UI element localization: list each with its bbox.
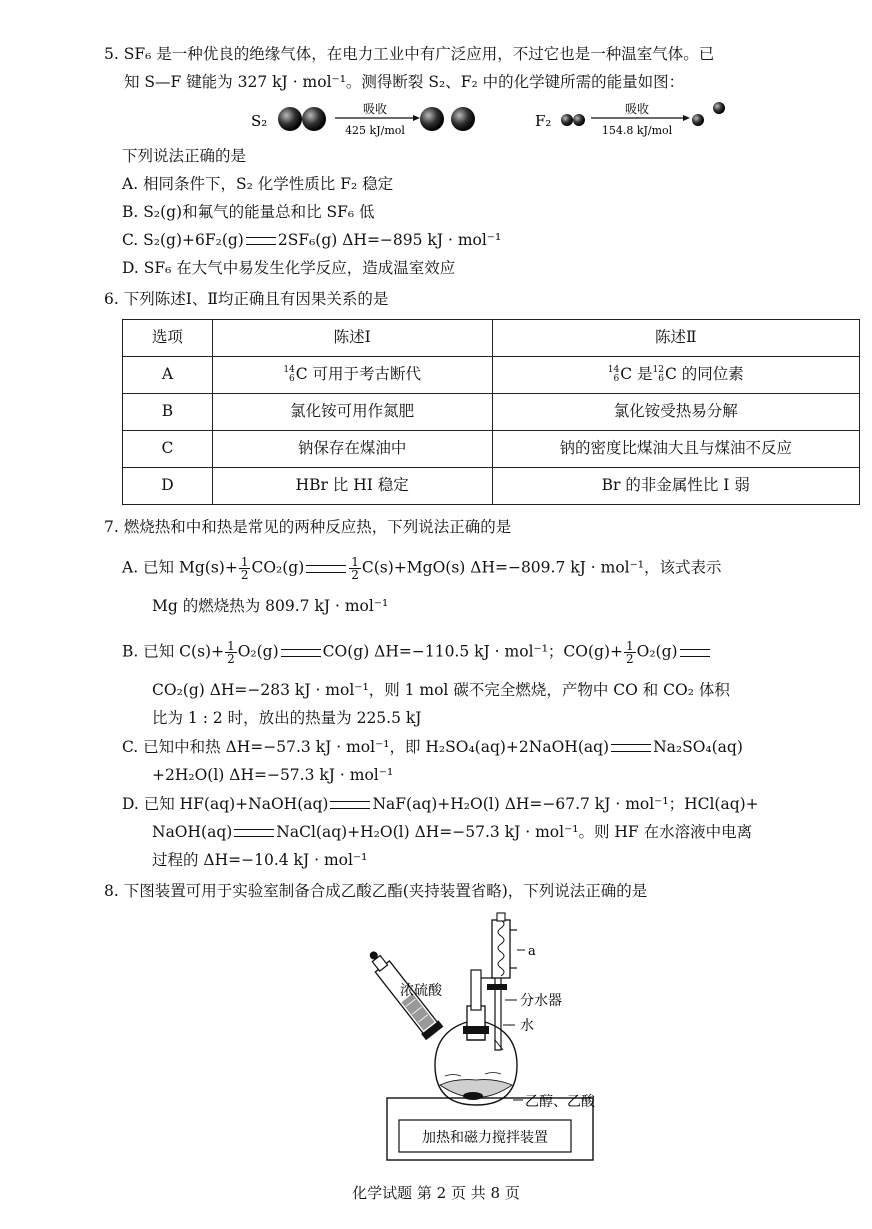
- equals-sign: [330, 801, 370, 809]
- q5-option-c-right: 2SF₆(g) ΔH=−895 kJ · mol⁻¹: [277, 231, 502, 249]
- q7-option-b-line1: B. 已知 C(s)+ $\frac{1}{2}$ O₂(g) CO(g) ΔH=−110.5 kJ · mol⁻¹；CO(g)+ $\frac{1}{2}$ O₂(g): [122, 640, 712, 665]
- s2-absorb-label: 吸收: [362, 102, 388, 116]
- table-header-cell: 选项: [123, 320, 213, 357]
- q5-option-c: [122, 231, 501, 250]
- water-separator-tube: [471, 970, 481, 1010]
- equals-sign: [281, 649, 321, 657]
- fraction-half: $\frac{1}{2}$: [351, 555, 359, 582]
- s2-label: S₂: [251, 112, 268, 130]
- table-cell: 14 6 C 是 12 6 C 的同位素: [492, 357, 860, 394]
- q7-stem: 7. 燃烧热和中和热是常见的两种反应热，下列说法正确的是: [104, 518, 512, 536]
- isotope-c14: 14 6: [607, 365, 620, 385]
- table-cell: 14 6 C 可用于考古断代: [212, 357, 492, 394]
- q7-option-b-line3: 比为 1 : 2 时，放出的热量为 225.5 kJ: [152, 709, 422, 727]
- neck-joint: [463, 1026, 489, 1034]
- q5-line1: 5. SF₆ 是一种优良的绝缘气体，在电力工业中有广泛应用，不过它也是一种温室气体。已: [104, 45, 715, 63]
- heater-label: 加热和磁力搅拌装置: [422, 1130, 548, 1146]
- q5-option-a: A. 相同条件下，S₂ 化学性质比 F₂ 稳定: [122, 175, 394, 193]
- q5-option-c-left: C. S₂(g)+6F₂(g): [122, 231, 244, 249]
- page-footer: 化学试题 第 2 页 共 8 页: [352, 1184, 520, 1202]
- equals-sign: [234, 829, 274, 837]
- f2-label: F₂: [535, 112, 552, 130]
- table-row: [123, 468, 860, 505]
- equals-sign: [680, 649, 710, 657]
- q7-option-d-line2: NaOH(aq) NaCl(aq)+H₂O(l) ΔH=−57.3 kJ · mol⁻¹。则 HF 在水溶液中电离: [152, 823, 753, 841]
- q7-option-c-line2: +2H₂O(l) ΔH=−57.3 kJ · mol⁻¹: [152, 766, 394, 784]
- q6-stem: 6. 下列陈述Ⅰ、Ⅱ均正确且有因果关系的是: [104, 290, 389, 308]
- fraction-half: $\frac{1}{2}$: [227, 639, 235, 666]
- table-cell: 氯化铵受热易分解: [492, 394, 860, 431]
- q5-prompt: 下列说法正确的是: [122, 147, 247, 165]
- isotope-c12: 12 6: [652, 365, 664, 385]
- s-atom-2: [451, 107, 475, 131]
- table-cell: C: [123, 431, 213, 468]
- label-reagents: 乙醇、乙酸: [525, 1094, 595, 1110]
- q6-table: [122, 319, 860, 505]
- label-separator: 分水器: [520, 993, 562, 1009]
- table-row: [123, 357, 860, 394]
- table-row: [123, 431, 860, 468]
- label-a: a: [528, 944, 536, 959]
- q7-option-d-line1: D. 已知 HF(aq)+NaOH(aq) NaF(aq)+H₂O(l) ΔH=−67.7 kJ · mol⁻¹；HCl(aq)+: [122, 795, 759, 813]
- q8-stem: 8. 下图装置可用于实验室制备合成乙酸乙酯(夹持装置省略)，下列说法正确的是: [104, 882, 648, 900]
- table-row: [123, 394, 860, 431]
- label-acid: 浓硫酸: [400, 983, 442, 999]
- q7-option-a-line2: Mg 的燃烧热为 809.7 kJ · mol⁻¹: [152, 597, 389, 615]
- table-cell: A: [123, 357, 213, 394]
- table-header-row: [123, 320, 860, 357]
- equals-sign: [246, 237, 276, 245]
- s-atom-1: [420, 107, 444, 131]
- f-atom-1: [692, 114, 704, 126]
- condenser-jacket: [492, 920, 510, 978]
- equals-sign: [306, 565, 346, 573]
- s2-atom-2: [302, 107, 326, 131]
- s2-arrow-head: [413, 115, 420, 121]
- table-cell: B: [123, 394, 213, 431]
- f-atom-2: [713, 102, 725, 114]
- table-cell: HBr 比 HI 稳定: [212, 468, 492, 505]
- s2-atom-1: [278, 107, 302, 131]
- q7-option-a-line1: A. 已知 Mg(s)+ $\frac{1}{2}$ CO₂(g) $\frac{1}{2}$ C(s)+MgO(s) ΔH=−809.7 kJ · mol⁻¹，该式表示: [122, 555, 722, 582]
- bond-energy-figure: [245, 98, 745, 140]
- f2-atom-2: [573, 114, 585, 126]
- q7-option-c-line1: C. 已知中和热 ΔH=−57.3 kJ · mol⁻¹，即 H₂SO₄(aq)+2NaOH(aq) Na₂SO₄(aq): [122, 738, 743, 756]
- q5-option-b: B. S₂(g)和氟气的能量总和比 SF₆ 低: [122, 203, 375, 221]
- apparatus-diagram: [345, 910, 625, 1168]
- q7-option-d-line3: 过程的 ΔH=−10.4 kJ · mol⁻¹: [152, 851, 368, 869]
- fraction-half: $\frac{1}{2}$: [240, 555, 249, 582]
- separator-joint: [487, 984, 507, 990]
- table-cell: Br 的非金属性比 I 弱: [492, 468, 860, 505]
- fraction-half: $\frac{1}{2}$: [626, 639, 634, 666]
- f2-absorb-label: 吸收: [624, 102, 650, 116]
- f2-arrow-head: [683, 115, 690, 121]
- table-header-cell: 陈述Ⅰ: [212, 320, 492, 357]
- table-cell: 氯化铵可用作氮肥: [212, 394, 492, 431]
- q7-option-b-line2: CO₂(g) ΔH=−283 kJ · mol⁻¹，则 1 mol 碳不完全燃烧，产物中 CO 和 CO₂ 体积: [152, 681, 730, 699]
- table-cell: D: [123, 468, 213, 505]
- stir-bar: [463, 1092, 483, 1100]
- table-cell: 钠的密度比煤油大且与煤油不反应: [492, 431, 860, 468]
- table-header-cell: 陈述Ⅱ: [492, 320, 860, 357]
- q5-line2: 知 S—F 键能为 327 kJ · mol⁻¹。测得断裂 S₂、F₂ 中的化学键所需的能量如图：: [124, 73, 685, 91]
- isotope-c14: 14 6: [283, 365, 295, 385]
- equals-sign: [611, 744, 651, 752]
- s2-energy-label: 425 kJ/mol: [345, 124, 405, 137]
- f2-atom-1: [561, 114, 573, 126]
- table-cell: 钠保存在煤油中: [212, 431, 492, 468]
- f2-energy-label: 154.8 kJ/mol: [601, 124, 673, 137]
- label-water: 水: [520, 1018, 534, 1034]
- q5-option-d: D. SF₆ 在大气中易发生化学反应，造成温室效应: [122, 259, 456, 277]
